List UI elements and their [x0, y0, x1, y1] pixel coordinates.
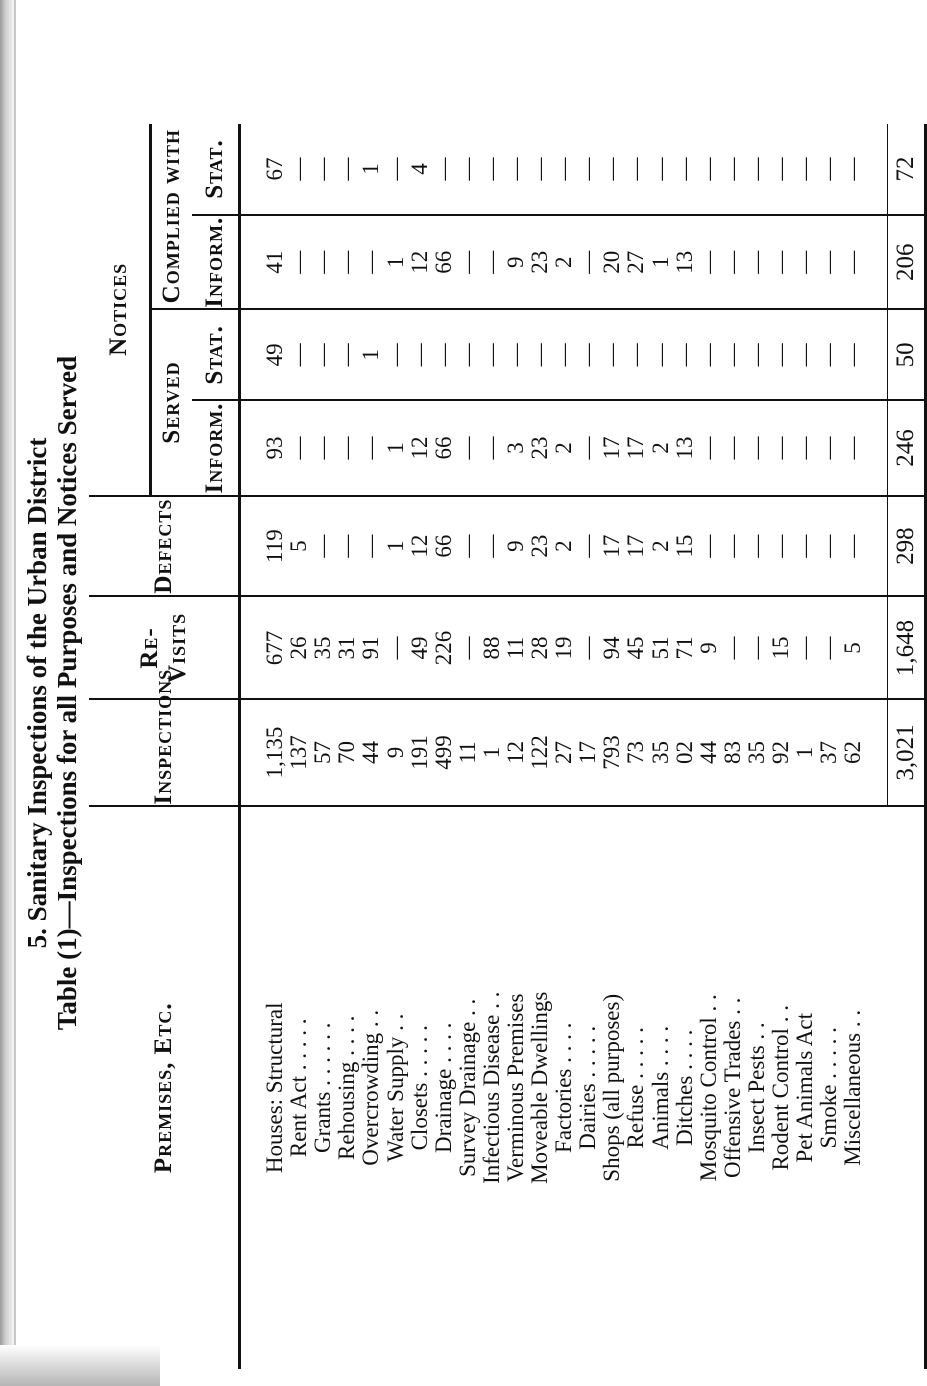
row-defects: 15	[673, 496, 697, 597]
binding-edge-shadow	[0, 0, 14, 1386]
row-inspections: 92	[769, 699, 793, 805]
row-label: Shops (all purposes)	[599, 993, 625, 1182]
row-complied-stat: —	[624, 124, 648, 215]
row-defects: —	[841, 496, 865, 597]
row-defects: —	[697, 496, 721, 597]
row-complied-inform: —	[359, 215, 383, 309]
row-revisits: 11	[504, 596, 528, 699]
row-revisits: —	[817, 596, 841, 699]
row-complied-stat: —	[649, 124, 673, 215]
row-inspections: 11	[456, 699, 480, 805]
row-complied-inform: —	[745, 215, 769, 309]
table-row	[576, 124, 600, 1369]
row-label: Water Supply . .	[382, 1013, 408, 1162]
row-defects: —	[721, 496, 745, 597]
row-complied-stat: —	[287, 124, 311, 215]
row-complied-stat: —	[432, 124, 456, 215]
row-complied-stat: —	[480, 124, 504, 215]
row-revisits: 15	[769, 596, 793, 699]
section-title: 5. Sanitary Inspections of the Urban District	[22, 437, 52, 949]
row-complied-inform: 41	[263, 215, 287, 309]
row-defects: 119	[263, 496, 287, 597]
row-defects: 12	[408, 496, 432, 597]
row-served-stat: —	[528, 309, 552, 400]
row-complied-stat: —	[721, 124, 745, 215]
row-complied-inform: —	[841, 215, 865, 309]
row-label: Survey Drainage . .	[454, 998, 480, 1177]
row-defects: —	[576, 496, 600, 597]
row-revisits: 28	[528, 596, 552, 699]
row-complied-stat: —	[576, 124, 600, 215]
row-complied-stat: —	[793, 124, 817, 215]
table-titles	[22, 0, 82, 1386]
row-complied-stat: —	[697, 124, 721, 215]
row-label: Mosquito Control . .	[695, 994, 721, 1182]
row-complied-stat: 4	[408, 124, 432, 215]
table-title: Table (1)—Inspections for all Purposes and Notices Served	[52, 355, 82, 1031]
table-row	[408, 124, 432, 1369]
table-row	[335, 124, 359, 1369]
row-inspections: 83	[721, 699, 745, 805]
row-served-stat: —	[311, 309, 335, 400]
table-row	[649, 124, 673, 1369]
row-served-stat: —	[600, 309, 624, 400]
row-revisits: 31	[335, 596, 359, 699]
row-complied-stat: 1	[359, 124, 383, 215]
row-complied-stat: —	[745, 124, 769, 215]
total-served-stat: 50	[888, 309, 926, 400]
row-label: Dairies . . . . .	[575, 1025, 601, 1150]
table-row	[721, 124, 745, 1369]
row-served-inform: —	[335, 400, 359, 495]
row-revisits: 45	[624, 596, 648, 699]
row-complied-stat: —	[817, 124, 841, 215]
row-inspections: 44	[359, 699, 383, 805]
table-row	[673, 124, 697, 1369]
row-complied-inform: 9	[504, 215, 528, 309]
row-served-inform: —	[817, 400, 841, 495]
row-revisits: —	[576, 596, 600, 699]
row-served-inform: 3	[504, 400, 528, 495]
row-label: Verminous Premises	[502, 993, 528, 1183]
row-label: Miscellaneous . .	[840, 1009, 866, 1166]
row-complied-inform: 20	[600, 215, 624, 309]
row-label: Houses: Structural	[262, 1002, 288, 1174]
row-defects: 2	[649, 496, 673, 597]
row-inspections: 02	[673, 699, 697, 805]
total-revisits: 1,648	[888, 596, 926, 699]
row-complied-inform: —	[456, 215, 480, 309]
totals-row	[888, 124, 926, 1369]
table-row	[745, 124, 769, 1369]
row-served-stat: —	[745, 309, 769, 400]
row-label: Refuse . . . . .	[623, 1027, 649, 1149]
table-row	[528, 124, 552, 1369]
row-served-stat: —	[697, 309, 721, 400]
table-row	[480, 124, 504, 1369]
row-inspections: 70	[335, 699, 359, 805]
row-defects: —	[480, 496, 504, 597]
row-label: Rehousing . . . .	[334, 1015, 360, 1160]
row-complied-inform: 23	[528, 215, 552, 309]
row-served-inform: 12	[408, 400, 432, 495]
row-served-inform: 93	[263, 400, 287, 495]
row-inspections: 1	[480, 699, 504, 805]
row-inspections: 73	[624, 699, 648, 805]
row-inspections: 44	[697, 699, 721, 805]
row-revisits: 19	[552, 596, 576, 699]
row-inspections: 35	[649, 699, 673, 805]
row-revisits: 91	[359, 596, 383, 699]
row-served-stat: —	[673, 309, 697, 400]
total-defects: 298	[888, 496, 926, 597]
row-served-inform: —	[287, 400, 311, 495]
row-served-stat: —	[432, 309, 456, 400]
total-served-inform: 246	[888, 400, 926, 495]
table-row	[817, 124, 841, 1369]
row-label: Grants . . . . . .	[310, 1022, 336, 1153]
row-inspections: 57	[311, 699, 335, 805]
row-inspections: 793	[600, 699, 624, 805]
table-row	[456, 124, 480, 1369]
header-notices: Notices	[89, 124, 151, 496]
row-inspections: 191	[408, 699, 432, 805]
row-complied-inform: 27	[624, 215, 648, 309]
row-complied-stat: —	[841, 124, 865, 215]
row-complied-inform: —	[721, 215, 745, 309]
row-served-stat: —	[287, 309, 311, 400]
row-served-inform: 1	[383, 400, 407, 495]
row-revisits: —	[456, 596, 480, 699]
row-defects: 1	[383, 496, 407, 597]
table-row	[432, 124, 456, 1369]
row-complied-inform: 2	[552, 215, 576, 309]
total-complied-stat: 72	[888, 124, 926, 215]
row-inspections: 122	[528, 699, 552, 805]
row-label: Closets . . . . .	[406, 1025, 432, 1151]
row-served-inform: 17	[600, 400, 624, 495]
row-defects: 66	[432, 496, 456, 597]
row-revisits: 677	[263, 596, 287, 699]
header-served: Served	[151, 309, 193, 495]
row-complied-stat: —	[504, 124, 528, 215]
row-inspections: 35	[745, 699, 769, 805]
row-complied-stat: 67	[263, 124, 287, 215]
row-label: Infectious Disease . .	[478, 991, 504, 1184]
row-complied-stat: —	[769, 124, 793, 215]
row-revisits: 51	[649, 596, 673, 699]
row-served-inform: 2	[649, 400, 673, 495]
row-served-stat: 1	[359, 309, 383, 400]
header-complied: Complied with	[151, 124, 193, 309]
row-inspections: 27	[552, 699, 576, 805]
row-defects: —	[817, 496, 841, 597]
row-served-inform: —	[745, 400, 769, 495]
header-served-inform: Inform.	[192, 400, 240, 495]
row-served-inform: —	[359, 400, 383, 495]
table-row	[697, 124, 721, 1369]
row-served-inform: 23	[528, 400, 552, 495]
total-inspections: 3,021	[888, 699, 926, 805]
row-served-stat: —	[721, 309, 745, 400]
row-complied-inform: —	[576, 215, 600, 309]
total-complied-inform: 206	[888, 215, 926, 309]
row-served-stat: —	[335, 309, 359, 400]
row-revisits: —	[721, 596, 745, 699]
row-defects: —	[359, 496, 383, 597]
row-served-stat: —	[624, 309, 648, 400]
row-served-stat: —	[793, 309, 817, 400]
row-inspections: 1	[793, 699, 817, 805]
rotated-page	[16, 0, 920, 1386]
row-served-stat: —	[552, 309, 576, 400]
row-served-inform: —	[456, 400, 480, 495]
row-inspections: 37	[817, 699, 841, 805]
row-complied-inform: 1	[383, 215, 407, 309]
row-served-stat: —	[480, 309, 504, 400]
row-label: Pet Animals Act	[792, 1013, 818, 1163]
table-row	[287, 124, 311, 1369]
table-row	[769, 124, 793, 1369]
row-defects: 17	[624, 496, 648, 597]
row-served-stat: 49	[263, 309, 287, 400]
row-complied-stat: —	[600, 124, 624, 215]
row-inspections: 9	[383, 699, 407, 805]
row-label: Animals . . . .	[647, 1025, 673, 1150]
table-row	[793, 124, 817, 1369]
table-row	[624, 124, 648, 1369]
row-label: Offensive Trades . .	[719, 997, 745, 1178]
row-revisits: 94	[600, 596, 624, 699]
row-served-inform: 66	[432, 400, 456, 495]
header-inspections: Inspections	[89, 699, 240, 805]
row-defects: 23	[528, 496, 552, 597]
row-defects: —	[745, 496, 769, 597]
row-served-stat: —	[576, 309, 600, 400]
row-complied-stat: —	[552, 124, 576, 215]
table-row	[359, 124, 383, 1369]
row-defects: —	[793, 496, 817, 597]
row-served-inform: —	[769, 400, 793, 495]
header-complied-stat: Stat.	[192, 124, 240, 215]
table-row	[600, 124, 624, 1369]
row-inspections: 1,135	[263, 699, 287, 805]
row-complied-inform: —	[287, 215, 311, 309]
row-defects: —	[456, 496, 480, 597]
row-complied-stat: —	[673, 124, 697, 215]
row-complied-inform: 1	[649, 215, 673, 309]
row-complied-inform: —	[480, 215, 504, 309]
row-label: Drainage . . . .	[430, 1022, 456, 1153]
row-served-stat: —	[769, 309, 793, 400]
row-complied-stat: —	[528, 124, 552, 215]
table-row	[504, 124, 528, 1369]
row-served-inform: —	[793, 400, 817, 495]
row-inspections: 12	[504, 699, 528, 805]
row-revisits: —	[383, 596, 407, 699]
row-served-inform: —	[311, 400, 335, 495]
row-inspections: 62	[841, 699, 865, 805]
row-revisits: 26	[287, 596, 311, 699]
row-complied-stat: —	[456, 124, 480, 215]
row-revisits: 35	[311, 596, 335, 699]
row-label: Rent Act . . . . .	[286, 1018, 312, 1158]
row-label: Overcrowding . .	[358, 1009, 384, 1166]
row-inspections: 17	[576, 699, 600, 805]
row-defects: 5	[287, 496, 311, 597]
row-served-stat: —	[408, 309, 432, 400]
row-complied-inform: —	[793, 215, 817, 309]
row-inspections: 137	[287, 699, 311, 805]
header-served-stat: Stat.	[192, 309, 240, 400]
row-served-stat: —	[841, 309, 865, 400]
row-revisits: 88	[480, 596, 504, 699]
row-label: Moveable Dwellings	[527, 991, 553, 1184]
row-revisits: —	[793, 596, 817, 699]
row-label: Ditches . . . .	[671, 1029, 697, 1146]
table-row	[552, 124, 576, 1369]
header-complied-inform: Inform.	[192, 215, 240, 309]
row-defects: —	[311, 496, 335, 597]
inspections-table	[89, 124, 927, 1369]
row-served-stat: —	[649, 309, 673, 400]
row-revisits: 9	[697, 596, 721, 699]
header-defects: Defects	[89, 496, 240, 597]
row-complied-stat: —	[335, 124, 359, 215]
row-defects: 17	[600, 496, 624, 597]
row-served-inform: 13	[673, 400, 697, 495]
row-revisits: 226	[432, 596, 456, 699]
row-defects: 2	[552, 496, 576, 597]
row-served-stat: —	[383, 309, 407, 400]
row-complied-inform: 66	[432, 215, 456, 309]
row-complied-inform: —	[311, 215, 335, 309]
row-defects: 9	[504, 496, 528, 597]
row-served-inform: —	[721, 400, 745, 495]
header-revisits: Re-Visits	[89, 596, 240, 699]
row-served-inform: —	[480, 400, 504, 495]
row-complied-inform: —	[335, 215, 359, 309]
row-complied-inform: 12	[408, 215, 432, 309]
row-label: Insect Pests . .	[743, 1022, 769, 1154]
table-row	[841, 124, 865, 1369]
row-served-stat: —	[504, 309, 528, 400]
row-served-inform: 2	[552, 400, 576, 495]
row-complied-inform: —	[697, 215, 721, 309]
row-complied-inform: —	[817, 215, 841, 309]
row-revisits: 71	[673, 596, 697, 699]
row-revisits: 49	[408, 596, 432, 699]
row-revisits: 5	[841, 596, 865, 699]
row-label: Rodent Control . .	[768, 1005, 794, 1171]
table-row	[383, 124, 407, 1369]
totals-label-cell	[888, 806, 926, 1369]
table-row	[311, 124, 335, 1369]
table-row	[263, 124, 287, 1369]
row-served-inform: —	[576, 400, 600, 495]
row-complied-stat: —	[311, 124, 335, 215]
row-label: Smoke . . . . .	[816, 1027, 842, 1149]
row-complied-stat: —	[383, 124, 407, 215]
row-complied-inform: —	[769, 215, 793, 309]
row-served-inform: —	[841, 400, 865, 495]
row-label: Factories . . . .	[551, 1022, 577, 1153]
row-served-stat: —	[817, 309, 841, 400]
row-defects: —	[335, 496, 359, 597]
row-served-inform: —	[697, 400, 721, 495]
row-complied-inform: 13	[673, 215, 697, 309]
row-inspections: 499	[432, 699, 456, 805]
header-premises: Premises, Etc.	[89, 806, 240, 1369]
row-served-inform: 17	[624, 400, 648, 495]
row-defects: —	[769, 496, 793, 597]
row-revisits: —	[745, 596, 769, 699]
row-served-stat: —	[456, 309, 480, 400]
